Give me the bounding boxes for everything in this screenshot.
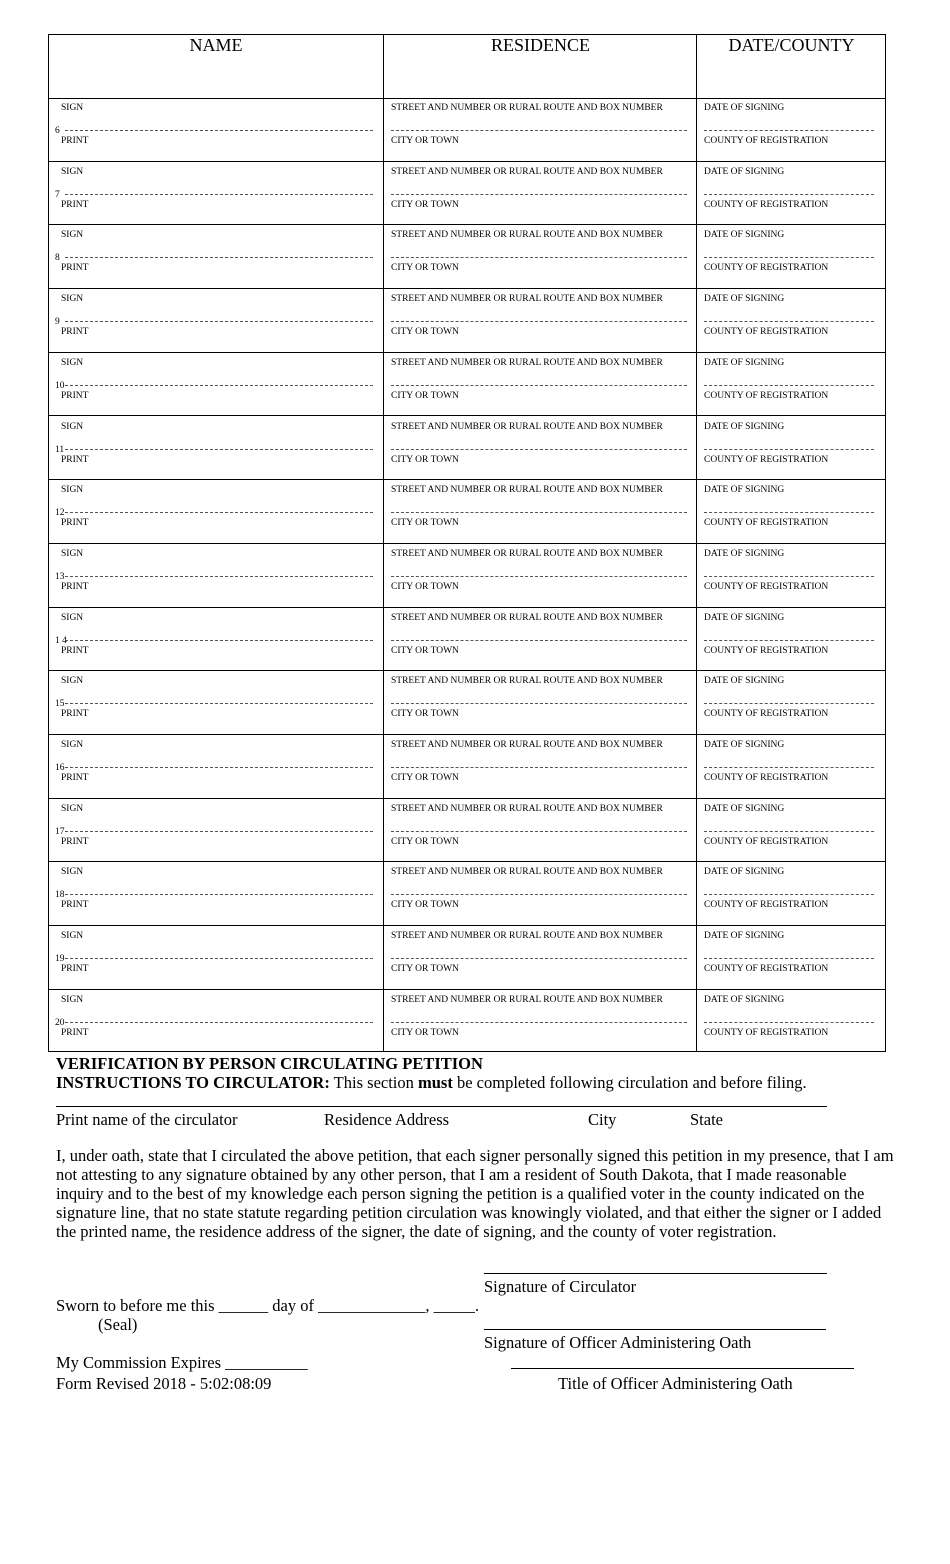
- county-registration-label: COUNTY OF REGISTRATION: [704, 136, 829, 146]
- date-county-entry-line[interactable]: [704, 1022, 874, 1023]
- signature-row: [49, 735, 885, 799]
- county-registration-label: COUNTY OF REGISTRATION: [704, 581, 829, 592]
- county-registration-label: COUNTY OF REGISTRATION: [704, 327, 829, 338]
- circulator-signature-line[interactable]: [484, 1273, 827, 1274]
- residence-entry-line[interactable]: [391, 894, 687, 895]
- street-label: STREET AND NUMBER OR RURAL ROUTE AND BOX NUMBER: [391, 803, 663, 814]
- sign-label: SIGN: [61, 676, 84, 687]
- street-label: STREET AND NUMBER OR RURAL ROUTE AND BOX NUMBER: [391, 548, 663, 559]
- date-signing-label: DATE OF SIGNING: [704, 867, 785, 878]
- county-registration-label: COUNTY OF REGISTRATION: [704, 709, 829, 720]
- street-label: STREET AND NUMBER OR RURAL ROUTE AND BOX NUMBER: [391, 103, 663, 113]
- date-signing-label: DATE OF SIGNING: [704, 740, 785, 750]
- date-county-entry-line[interactable]: [704, 703, 874, 704]
- sign-label: SIGN: [61, 230, 84, 241]
- signature-officer-label: Signature of Officer Administering Oath: [484, 1333, 752, 1352]
- date-county-entry-line[interactable]: [704, 512, 874, 513]
- date-signing-label: DATE OF SIGNING: [704, 931, 785, 942]
- title-officer-label: Title of Officer Administering Oath: [558, 1374, 793, 1393]
- sign-label: SIGN: [61, 612, 84, 623]
- print-label: PRINT: [61, 263, 89, 274]
- date-county-entry-line[interactable]: [704, 194, 874, 195]
- row-number: 19: [55, 954, 65, 965]
- signature-row: [49, 544, 885, 608]
- county-registration-label: COUNTY OF REGISTRATION: [704, 1027, 829, 1038]
- city-town-label: CITY OR TOWN: [391, 1027, 459, 1038]
- date-signing-label: DATE OF SIGNING: [704, 994, 785, 1005]
- county-registration-label: COUNTY OF REGISTRATION: [704, 390, 829, 401]
- print-label: PRINT: [61, 518, 89, 529]
- date-signing-label: DATE OF SIGNING: [704, 676, 785, 687]
- signature-row: [49, 862, 885, 926]
- street-label: STREET AND NUMBER OR RURAL ROUTE AND BOX NUMBER: [391, 994, 663, 1005]
- city-town-label: CITY OR TOWN: [391, 199, 459, 210]
- city-town-label: CITY OR TOWN: [391, 518, 459, 529]
- signature-row: [49, 162, 885, 226]
- name-entry-line[interactable]: [65, 894, 373, 895]
- header-residence: RESIDENCE: [491, 35, 590, 55]
- state-label: State: [690, 1110, 723, 1129]
- street-label: STREET AND NUMBER OR RURAL ROUTE AND BOX NUMBER: [391, 166, 663, 177]
- date-county-entry-line[interactable]: [704, 831, 874, 832]
- county-registration-label: COUNTY OF REGISTRATION: [704, 263, 829, 274]
- sign-label: SIGN: [61, 421, 84, 432]
- city-town-label: CITY OR TOWN: [391, 709, 459, 720]
- print-label: PRINT: [61, 645, 89, 656]
- print-name-label: Print name of the circulator: [56, 1110, 238, 1129]
- county-registration-label: COUNTY OF REGISTRATION: [704, 900, 829, 911]
- signature-row: [49, 799, 885, 863]
- row-number: 6: [55, 126, 60, 136]
- form-revised: Form Revised 2018 - 5:02:08:09: [56, 1374, 272, 1393]
- city-label: City: [588, 1110, 617, 1129]
- name-entry-line[interactable]: [65, 257, 373, 258]
- name-entry-line[interactable]: [65, 958, 373, 959]
- table-header: [49, 35, 885, 99]
- date-signing-label: DATE OF SIGNING: [704, 548, 785, 559]
- city-town-label: CITY OR TOWN: [391, 645, 459, 656]
- date-county-entry-line[interactable]: [704, 894, 874, 895]
- city-town-label: CITY OR TOWN: [391, 964, 459, 975]
- print-label: PRINT: [61, 964, 89, 975]
- county-registration-label: COUNTY OF REGISTRATION: [704, 645, 829, 656]
- row-number: 10: [55, 380, 65, 391]
- street-label: STREET AND NUMBER OR RURAL ROUTE AND BOX NUMBER: [391, 357, 663, 368]
- date-signing-label: DATE OF SIGNING: [704, 421, 785, 432]
- header-name: NAME: [189, 35, 243, 55]
- city-town-label: CITY OR TOWN: [391, 836, 459, 847]
- signature-row: [49, 990, 885, 1054]
- signature-row: [49, 417, 885, 481]
- date-county-entry-line[interactable]: [704, 130, 874, 131]
- sign-label: SIGN: [61, 994, 84, 1005]
- row-number: 18: [55, 890, 65, 901]
- date-signing-label: DATE OF SIGNING: [704, 294, 785, 305]
- residence-entry-line[interactable]: [391, 640, 687, 641]
- print-label: PRINT: [61, 581, 89, 592]
- street-label: STREET AND NUMBER OR RURAL ROUTE AND BOX NUMBER: [391, 485, 663, 496]
- county-registration-label: COUNTY OF REGISTRATION: [704, 518, 829, 529]
- row-number: 16: [55, 763, 65, 773]
- name-entry-line[interactable]: [65, 449, 373, 450]
- row-number: 13: [55, 571, 65, 582]
- officer-title-line[interactable]: [511, 1368, 854, 1369]
- residence-entry-line[interactable]: [391, 449, 687, 450]
- circulator-info-line[interactable]: [56, 1106, 827, 1107]
- row-number: 7: [55, 189, 60, 200]
- sign-label: SIGN: [61, 867, 84, 878]
- street-label: STREET AND NUMBER OR RURAL ROUTE AND BOX NUMBER: [391, 612, 663, 623]
- city-town-label: CITY OR TOWN: [391, 390, 459, 401]
- street-label: STREET AND NUMBER OR RURAL ROUTE AND BOX NUMBER: [391, 931, 663, 942]
- print-label: PRINT: [61, 390, 89, 401]
- residence-entry-line[interactable]: [391, 321, 687, 322]
- sworn-statement: Sworn to before me this ______ day of _____________, _____.: [56, 1296, 479, 1315]
- city-town-label: CITY OR TOWN: [391, 454, 459, 465]
- print-label: PRINT: [61, 900, 89, 911]
- residence-address-label: Residence Address: [324, 1110, 450, 1129]
- print-label: PRINT: [61, 199, 89, 210]
- street-label: STREET AND NUMBER OR RURAL ROUTE AND BOX NUMBER: [391, 740, 663, 750]
- row-number: 15: [55, 699, 65, 710]
- street-label: STREET AND NUMBER OR RURAL ROUTE AND BOX NUMBER: [391, 867, 663, 878]
- residence-entry-line[interactable]: [391, 767, 687, 768]
- row-number: 17: [55, 826, 65, 837]
- row-number: 1 4: [55, 635, 67, 646]
- name-entry-line[interactable]: [65, 640, 373, 641]
- name-entry-line[interactable]: [65, 385, 373, 386]
- signature-row: [49, 289, 885, 353]
- street-label: STREET AND NUMBER OR RURAL ROUTE AND BOX NUMBER: [391, 676, 663, 687]
- sign-label: SIGN: [61, 166, 84, 177]
- signature-row: [49, 480, 885, 544]
- row-number: 8: [55, 253, 60, 264]
- officer-signature-line[interactable]: [484, 1329, 826, 1330]
- date-signing-label: DATE OF SIGNING: [704, 803, 785, 814]
- row-number: 12: [55, 508, 65, 519]
- sign-label: SIGN: [61, 294, 84, 305]
- seal-label: (Seal): [98, 1315, 138, 1334]
- instructions-lead: INSTRUCTIONS TO CIRCULATOR:: [56, 1073, 330, 1092]
- name-entry-line[interactable]: [65, 1022, 373, 1023]
- signature-row: [49, 353, 885, 417]
- city-town-label: CITY OR TOWN: [391, 900, 459, 911]
- print-label: PRINT: [61, 773, 89, 783]
- row-number: 20: [55, 1017, 65, 1028]
- county-registration-label: COUNTY OF REGISTRATION: [704, 454, 829, 465]
- street-label: STREET AND NUMBER OR RURAL ROUTE AND BOX NUMBER: [391, 294, 663, 305]
- city-town-label: CITY OR TOWN: [391, 263, 459, 274]
- header-date-county: DATE/COUNTY: [728, 35, 855, 55]
- instructions-must: must: [418, 1073, 453, 1092]
- name-entry-line[interactable]: [65, 576, 373, 577]
- print-label: PRINT: [61, 454, 89, 465]
- signature-row: [49, 225, 885, 289]
- date-county-entry-line[interactable]: [704, 640, 874, 641]
- sign-label: SIGN: [61, 803, 84, 814]
- signature-row: [49, 608, 885, 672]
- date-county-entry-line[interactable]: [704, 576, 874, 577]
- city-town-label: CITY OR TOWN: [391, 327, 459, 338]
- sign-label: SIGN: [61, 931, 84, 942]
- county-registration-label: COUNTY OF REGISTRATION: [704, 836, 829, 847]
- name-entry-line[interactable]: [65, 831, 373, 832]
- county-registration-label: COUNTY OF REGISTRATION: [704, 773, 829, 783]
- name-entry-line[interactable]: [65, 703, 373, 704]
- date-signing-label: DATE OF SIGNING: [704, 357, 785, 368]
- print-label: PRINT: [61, 836, 89, 847]
- sign-label: SIGN: [61, 103, 84, 113]
- residence-entry-line[interactable]: [391, 1022, 687, 1023]
- residence-entry-line[interactable]: [391, 194, 687, 195]
- print-label: PRINT: [61, 136, 89, 146]
- residence-entry-line[interactable]: [391, 385, 687, 386]
- print-label: PRINT: [61, 327, 89, 338]
- row-number: 11: [55, 444, 65, 455]
- name-entry-line[interactable]: [65, 194, 373, 195]
- sign-label: SIGN: [61, 357, 84, 368]
- residence-entry-line[interactable]: [391, 576, 687, 577]
- residence-entry-line[interactable]: [391, 831, 687, 832]
- city-town-label: CITY OR TOWN: [391, 136, 459, 146]
- date-signing-label: DATE OF SIGNING: [704, 230, 785, 241]
- date-county-entry-line[interactable]: [704, 449, 874, 450]
- residence-entry-line[interactable]: [391, 703, 687, 704]
- residence-entry-line[interactable]: [391, 130, 687, 131]
- date-county-entry-line[interactable]: [704, 385, 874, 386]
- signature-row: [49, 671, 885, 735]
- residence-entry-line[interactable]: [391, 512, 687, 513]
- sign-label: SIGN: [61, 485, 84, 496]
- name-entry-line[interactable]: [65, 767, 373, 768]
- signature-row: [49, 98, 885, 162]
- date-signing-label: DATE OF SIGNING: [704, 166, 785, 177]
- commission-expires: My Commission Expires __________: [56, 1353, 308, 1372]
- signature-row: [49, 926, 885, 990]
- instructions-text-a: This section: [329, 1073, 419, 1092]
- city-town-label: CITY OR TOWN: [391, 773, 459, 783]
- sign-label: SIGN: [61, 740, 84, 750]
- print-label: PRINT: [61, 1027, 89, 1038]
- signature-circulator-label: Signature of Circulator: [484, 1277, 637, 1296]
- instructions: [56, 1073, 807, 1092]
- sign-label: SIGN: [61, 548, 84, 559]
- verification-title: VERIFICATION BY PERSON CIRCULATING PETITION: [56, 1054, 483, 1073]
- county-registration-label: COUNTY OF REGISTRATION: [704, 199, 829, 210]
- date-county-entry-line[interactable]: [704, 958, 874, 959]
- date-county-entry-line[interactable]: [704, 321, 874, 322]
- instructions-text-b: be completed following circulation and before filing.: [452, 1073, 807, 1092]
- residence-entry-line[interactable]: [391, 958, 687, 959]
- date-signing-label: DATE OF SIGNING: [704, 485, 785, 496]
- date-signing-label: DATE OF SIGNING: [704, 612, 785, 623]
- county-registration-label: COUNTY OF REGISTRATION: [704, 964, 829, 975]
- city-town-label: CITY OR TOWN: [391, 581, 459, 592]
- oath-statement: I, under oath, state that I circulated the above petition, that each signer personally signed this petition in my presence, that I am not attesting to any signature obtained by any other person, that I am a resident of South Dakota, that I made reasonable inquiry and to the best of my knowledge each person signing the petition is a qualified voter in the county indicated on the signature line, that no state statute regarding petition circulation was knowingly violated, and that either the signer or I added the printed name, the residence address of the signer, the date of signing, and the county of voter registration.: [56, 1146, 894, 1241]
- print-label: PRINT: [61, 709, 89, 720]
- date-county-entry-line[interactable]: [704, 257, 874, 258]
- residence-entry-line[interactable]: [391, 257, 687, 258]
- street-label: STREET AND NUMBER OR RURAL ROUTE AND BOX NUMBER: [391, 421, 663, 432]
- name-entry-line[interactable]: [65, 512, 373, 513]
- street-label: STREET AND NUMBER OR RURAL ROUTE AND BOX NUMBER: [391, 230, 663, 241]
- name-entry-line[interactable]: [65, 130, 373, 131]
- signature-table: [48, 34, 886, 1052]
- date-signing-label: DATE OF SIGNING: [704, 103, 785, 113]
- row-number: 9: [55, 317, 60, 328]
- name-entry-line[interactable]: [65, 321, 373, 322]
- date-county-entry-line[interactable]: [704, 767, 874, 768]
